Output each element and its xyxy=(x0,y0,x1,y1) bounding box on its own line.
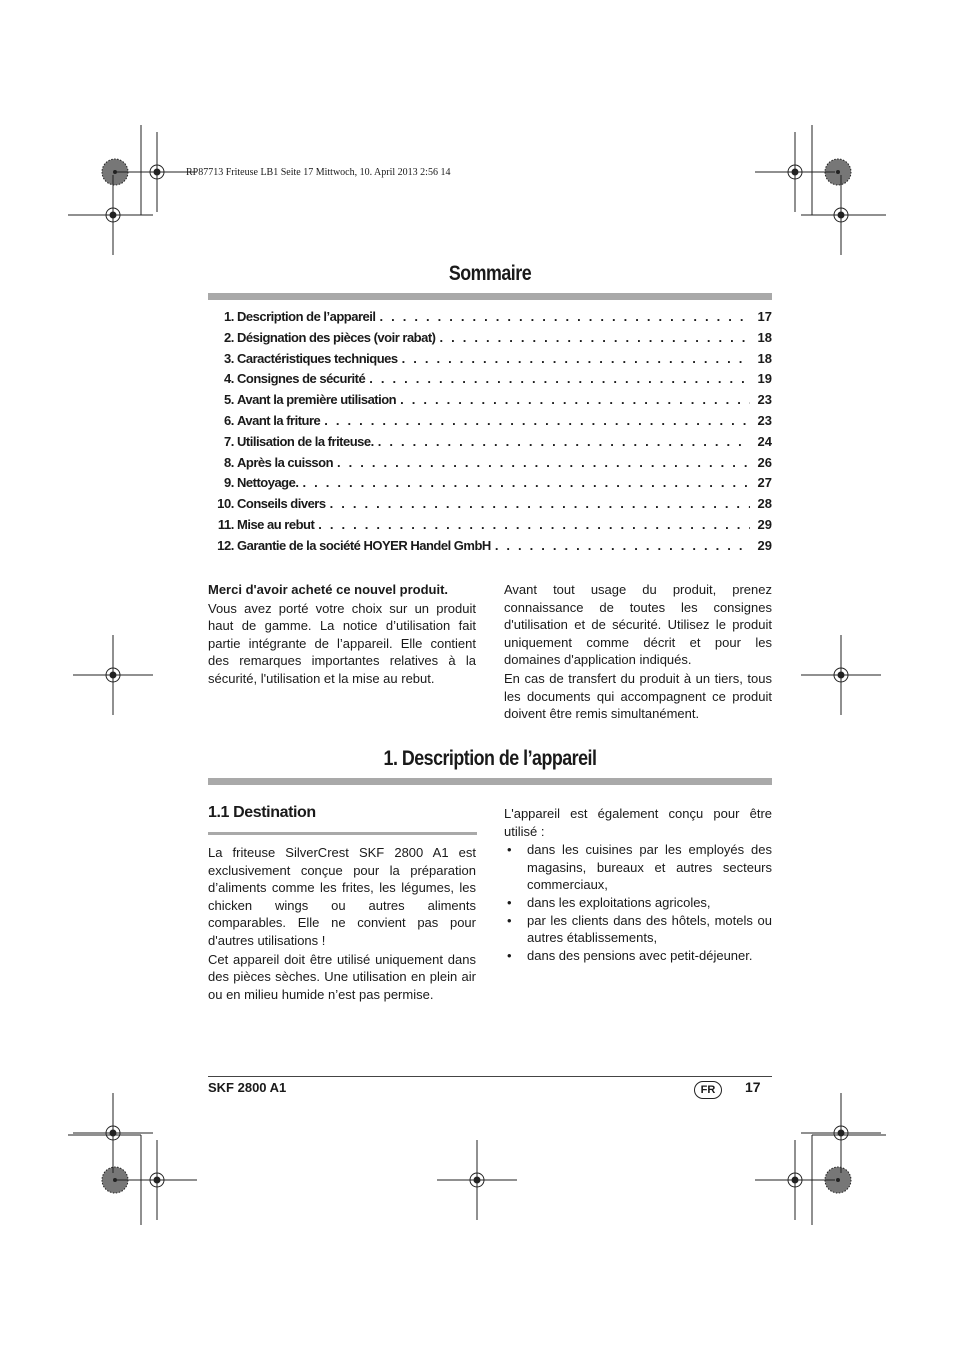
toc-item[interactable] xyxy=(208,455,772,476)
crosshair-mark xyxy=(755,132,835,212)
toc-item-page: 27 xyxy=(757,475,772,491)
dot-leader xyxy=(337,455,750,470)
list-item: • dans des pensions avec petit-déjeuner. xyxy=(504,947,772,965)
toc-item[interactable] xyxy=(208,330,772,351)
toc-item-number: 7. xyxy=(223,433,234,449)
dot-leader xyxy=(330,496,750,511)
toc-item-number: 9. xyxy=(223,475,234,491)
intro-right-paragraph: Avant tout usage du produit, prenez connaissance de toutes les consignes d'utilisation et de sécurité. Utilisez le produit uniquement comme décrit et pour les domaines d'application indiqués. xyxy=(504,582,772,668)
intro-heading: Merci d'avoir acheté ce nouvel produit. xyxy=(208,582,449,597)
language-badge: FR xyxy=(694,1081,722,1099)
toc-item-number: 5. xyxy=(223,392,234,408)
toc-item-page: 18 xyxy=(757,350,772,366)
dot-leader xyxy=(495,538,750,553)
toc-item-title: Nettoyage. xyxy=(237,475,299,491)
dot-leader xyxy=(400,392,750,407)
toc-item-title: Garantie de la société HOYER Handel GmbH xyxy=(237,537,491,553)
toc-item[interactable] xyxy=(208,434,772,455)
crosshair-mark xyxy=(801,175,881,255)
toc-item-number: 8. xyxy=(223,454,234,470)
print-header: RP87713 Friteuse LB1 Seite 17 Mittwoch, 10. April 2013 2:56 14 xyxy=(186,167,451,178)
dot-leader xyxy=(402,351,750,366)
toc-item-page: 29 xyxy=(757,516,772,532)
destination-paragraph: La friteuse SilverCrest SKF 2800 A1 est exclusivement conçue pour la préparation d’aliments comme les frites, les légumes, les chicken wings ou autres aliments comparables. Elle ne convient pas pour d'autres utilisations ! xyxy=(208,845,476,948)
crosshair-mark xyxy=(117,1140,197,1220)
toc-item-title: Caractéristiques techniques xyxy=(237,350,398,366)
toc-item-title: Après la cuisson xyxy=(237,454,334,470)
toc-item-number: 10. xyxy=(217,496,234,512)
destination-paragraph: Cet appareil doit être utilisé uniquement dans des pièces sèches. Une utilisation en plein air ou en milieu humide n’est pas permise. xyxy=(208,951,476,1002)
footer-rule xyxy=(208,1076,772,1077)
toc-item-title: Conseils divers xyxy=(237,496,326,512)
toc-item-number: 4. xyxy=(223,371,234,387)
toc-item[interactable] xyxy=(208,309,772,330)
toc-item-title: Avant la friture xyxy=(237,412,321,428)
intro-right-paragraph: En cas de transfert du produit à un tiers, tous les documents qui accompagnent ce produit doivent être remis simultanément. xyxy=(504,670,772,722)
table-of-contents xyxy=(208,309,772,559)
toc-item-title: Consignes de sécurité xyxy=(237,371,366,387)
toc-item-page: 28 xyxy=(757,496,772,512)
toc-item[interactable] xyxy=(208,392,772,413)
toc-item-page: 23 xyxy=(757,412,772,428)
intro-right-column xyxy=(504,581,772,724)
section-rule xyxy=(208,778,772,785)
toc-item-number: 2. xyxy=(223,329,234,345)
list-item: • dans les cuisines par les employés des magasins, bureaux et autres secteurs commerciaux, xyxy=(504,841,772,894)
toc-item-number: 3. xyxy=(223,350,234,366)
dot-leader xyxy=(369,371,750,386)
toc-item[interactable] xyxy=(208,371,772,392)
crosshair-mark xyxy=(73,635,153,715)
toc-item-title: Utilisation de la friteuse. xyxy=(237,433,374,449)
usage-list xyxy=(504,841,772,964)
toc-item-title: Mise au rebut xyxy=(237,516,315,532)
toc-item-page: 23 xyxy=(757,392,772,408)
toc-item-title: Désignation des pièces (voir rabat) xyxy=(237,329,436,345)
crosshair-mark xyxy=(755,1140,835,1220)
toc-item-page: 17 xyxy=(757,309,772,324)
crosshair-mark xyxy=(437,1140,517,1220)
dot-leader xyxy=(302,475,750,490)
toc-item-title: Avant la première utilisation xyxy=(237,392,397,408)
toc-item[interactable] xyxy=(208,475,772,496)
destination-intro: L'appareil est également conçu pour être utilisé : xyxy=(504,806,772,839)
toc-item[interactable] xyxy=(208,496,772,517)
crosshair-mark xyxy=(117,132,197,212)
toc-item-number: 11. xyxy=(217,516,234,532)
toc-item-number: 6. xyxy=(223,412,234,428)
toc-item-page: 24 xyxy=(757,433,772,449)
subsection-rule xyxy=(208,832,477,835)
toc-item-page: 26 xyxy=(757,454,772,470)
dot-leader xyxy=(378,434,750,449)
list-item: • dans les exploitations agricoles, xyxy=(504,894,772,912)
toc-heading: Sommaire xyxy=(448,262,532,285)
dot-leader xyxy=(440,330,750,345)
toc-item[interactable] xyxy=(208,538,772,559)
toc-item[interactable] xyxy=(208,517,772,538)
toc-item[interactable] xyxy=(208,413,772,434)
toc-item-page: 19 xyxy=(757,371,772,387)
page-number: 17 xyxy=(745,1079,761,1095)
toc-item-page: 18 xyxy=(757,329,772,345)
list-item: • par les clients dans des hôtels, motels ou autres établissements, xyxy=(504,912,772,947)
toc-item[interactable] xyxy=(208,351,772,372)
toc-rule xyxy=(208,293,772,300)
subsection-heading: 1.1 Destination xyxy=(208,804,316,821)
crosshair-mark xyxy=(801,635,881,715)
section-heading: 1. Description de l’appareil xyxy=(383,747,597,770)
dot-leader xyxy=(324,413,750,428)
toc-item-title: Description de l’appareil xyxy=(237,309,376,324)
toc-item-number: 1. xyxy=(223,309,234,324)
footer-model: SKF 2800 A1 xyxy=(208,1080,287,1095)
toc-item-page: 29 xyxy=(757,537,772,553)
crosshair-mark xyxy=(801,1093,881,1173)
toc-item-number: 12. xyxy=(217,537,234,553)
dot-leader xyxy=(380,309,751,324)
intro-left-text: Vous avez porté votre choix sur un produit haut de gamme. La notice d’utilisation fait partie intégrante de l’appareil. Elle contient des remarques importantes relatives à la sécurité, l'utilisation et la mise au rebut. xyxy=(208,600,476,686)
intro-left-column xyxy=(208,581,476,689)
dot-leader xyxy=(318,517,750,532)
destination-left-column xyxy=(208,844,476,1004)
destination-right-column xyxy=(504,805,772,964)
